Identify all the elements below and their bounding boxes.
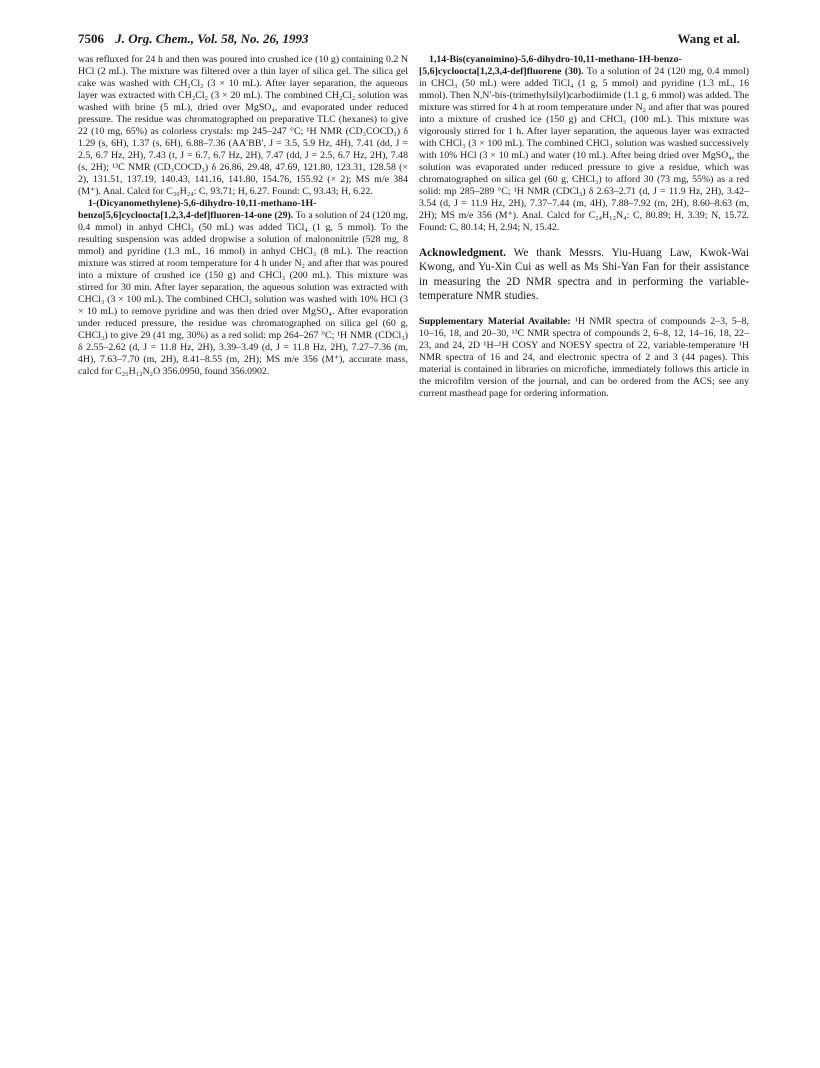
experimental-paragraph-2 [78, 198, 408, 378]
journal-citation: J. Org. Chem., Vol. 58, No. 26, 1993 [115, 31, 309, 46]
compound-29-body: To a solution of 24 (120 mg, 0.4 mmol) in anhyd CHCl₃ (50 mL) was added TiCl₄ (1 g, 5 mmol). To the resulting suspension was added dropwise a solution of malononitrile (528 mg, 8 mmol) and pyridine (1.3 mL, 16 mmol) in anhyd CHCl₃ (8 mL). The reaction mixture was stirred at room temperature for 4 h under N₂ and after that was poured into a mixture of crushed ice (150 g) and CHCl₃ (200 mL). This mixture was stirred for 30 min. After layer separation, the aqueous solution was extracted with CHCl₃ (3 × 100 mL). The combined CHCl₃ solution was washed with 10% HCl (3 × 10 mL) to remove pyridine and was then dried over MgSO₄. After evaporation under reduced pressure, the residue was chromatographed on silica gel (60 g, CHCl₃) to give 29 (41 mg, 30%) as a red solid: mp 264–267 °C; ¹H NMR (CDCl₃) δ 2.55–2.62 (d, J = 11.8 Hz, 2H), 3.39–3.49 (d, J = 11.8 Hz, 2H), 7.27–7.36 (m, 4H), 7.63–7.70 (m, 2H), 8.41–8.55 (m, 2H); MS m/e 356 (M⁺), accurate mass, calcd for C₂₅H₁₂N₂O 356.0950, found 356.0902. [78, 210, 408, 377]
left-column [78, 54, 408, 378]
header-left [78, 31, 308, 47]
experimental-paragraph-3 [419, 54, 749, 234]
supplementary-heading: Supplementary Material Available: [419, 315, 571, 327]
supplementary-text: ¹H NMR spectra of compounds 2–3, 5–8, 10–16, 18, and 20–30, ¹³C NMR spectra of compounds 2, 6–8, 12, 14–16, 18, 22–23, and 24, 2D ¹H–¹H COSY and NOESY spectra of 22, variable-temperature ¹H NMR spectra of 16 and 24, and electronic spectra of 2 and 3 (44 pages). This material is contained in libraries on microfiche, immediately follows this article in the microfilm version of the journal, and can be ordered from the ACS; see any current masthead page for ordering information. [419, 315, 749, 399]
acknowledgment-section [419, 246, 749, 304]
supplementary-material-section [419, 316, 749, 400]
page-number: 7506 [78, 31, 104, 46]
acknowledgment-text: We thank Messrs. Yiu-Huang Law, Kwok-Wai Kwong, and Yu-Xin Cui as well as Ms Shi-Yan Fan for their assistance in measuring the 2D NMR spectra and in performing the variable-temperature NMR studies. [419, 247, 749, 303]
compound-30-body: To a solution of 24 (120 mg, 0.4 mmol) in CHCl₃ (50 mL) were added TiCl₄ (1 g, 5 mmol) and pyridine (1.3 mL, 16 mmol). Then N,N′-bis-(trimethylsilyl)carbodiimide (1.1 g, 6 mmol) was added. The mixture was stirred for 4 h at room temperature under N₂ and after that was poured into a mixture of crushed ice (150 g) and CHCl₃ (100 mL). This mixture was vigorously stirred for 1 h. After layer separation, the aqueous layer was extracted with CHCl₃ (3 × 100 mL). The combined CHCl₃ solution was washed successively with 10% HCl (3 × 10 mL) and water (10 mL). After being dried over MgSO₄, the solution was evaporated under reduced pressure to give a residue, which was chromatographed on silica gel (60 g, CHCl₃) to afford 30 (73 mg, 55%) as a red solid: mp 285–289 °C; ¹H NMR (CDCl₃) δ 2.63–2.71 (d, J = 11.9 Hz, 2H), 3.42–3.54 (d, J = 11.9 Hz, 2H), 7.37–7.44 (m, 4H), 7.88–7.92 (m, 2H), 8.60–8.63 (m, 2H); MS m/e 356 (M⁺). Anal. Calcd for C₂₄H₁₂N₄: C, 80.89; H, 3.39; N, 15.72. Found: C, 80.14; H, 2.94; N, 15.42. [419, 66, 749, 233]
acknowledgment-heading: Acknowledgment. [419, 247, 506, 259]
compound-30-title: 1,14-Bis(cyanoimino)-5,6-dihydro-10,11-methano-1H-benzo-[5,6]cycloocta[1,2,3,4-def]fluorene (30). [419, 54, 682, 77]
page-header [78, 31, 740, 49]
compound-29-title: 1-(Dicyanomethylene)-5,6-dihydro-10,11-methano-1H-benzo[5,6]cycloocta[1,2,3,4-def]fluoren-14-one (29). [78, 198, 317, 221]
running-author: Wang et al. [677, 31, 740, 46]
right-column [419, 54, 749, 400]
experimental-paragraph-1: was refluxed for 24 h and then was poured into crushed ice (10 g) containing 0.2 N HCl (2 mL). The mixture was filtered over a thin layer of silica gel. The silica gel cake was washed with CH₂Cl₂ (3 × 10 mL). After layer separation, the aqueous layer was extracted with CH₂Cl₂ (3 × 20 mL). The combined CH₂Cl₂ solution was washed with brine (5 mL), dried over MgSO₄, and evaporated under reduced pressure. The residue was chromatographed on preparative TLC (hexanes) to give 22 (10 mg, 65%) as colorless crystals: mp 245–247 °C; ¹H NMR (CD₃COCD₃) δ 1.29 (s, 6H), 1.37 (s, 6H), 6.88–7.36 (AA′BB′, J = 3.5, 5.9 Hz, 4H), 7.41 (dd, J = 2.5, 6.7 Hz, 2H), 7.43 (t, J = 6.7, 6.7 Hz, 2H), 7.47 (dd, J = 2.5, 6.7 Hz, 2H), 7.48 (s, 2H); ¹³C NMR (CD₃COCD₃) δ 26.86, 29.48, 47.69, 121.80, 123.31, 128.58 (× 2), 131.51, 137.19, 140.43, 141.16, 141.80, 154.76, 155.92 (× 2); MS m/e 384 (M⁺). Anal. Calcd for C₃₀H₂₄: C, 93.71; H, 6.27. Found: C, 93.43; H, 6.22. [78, 54, 408, 197]
